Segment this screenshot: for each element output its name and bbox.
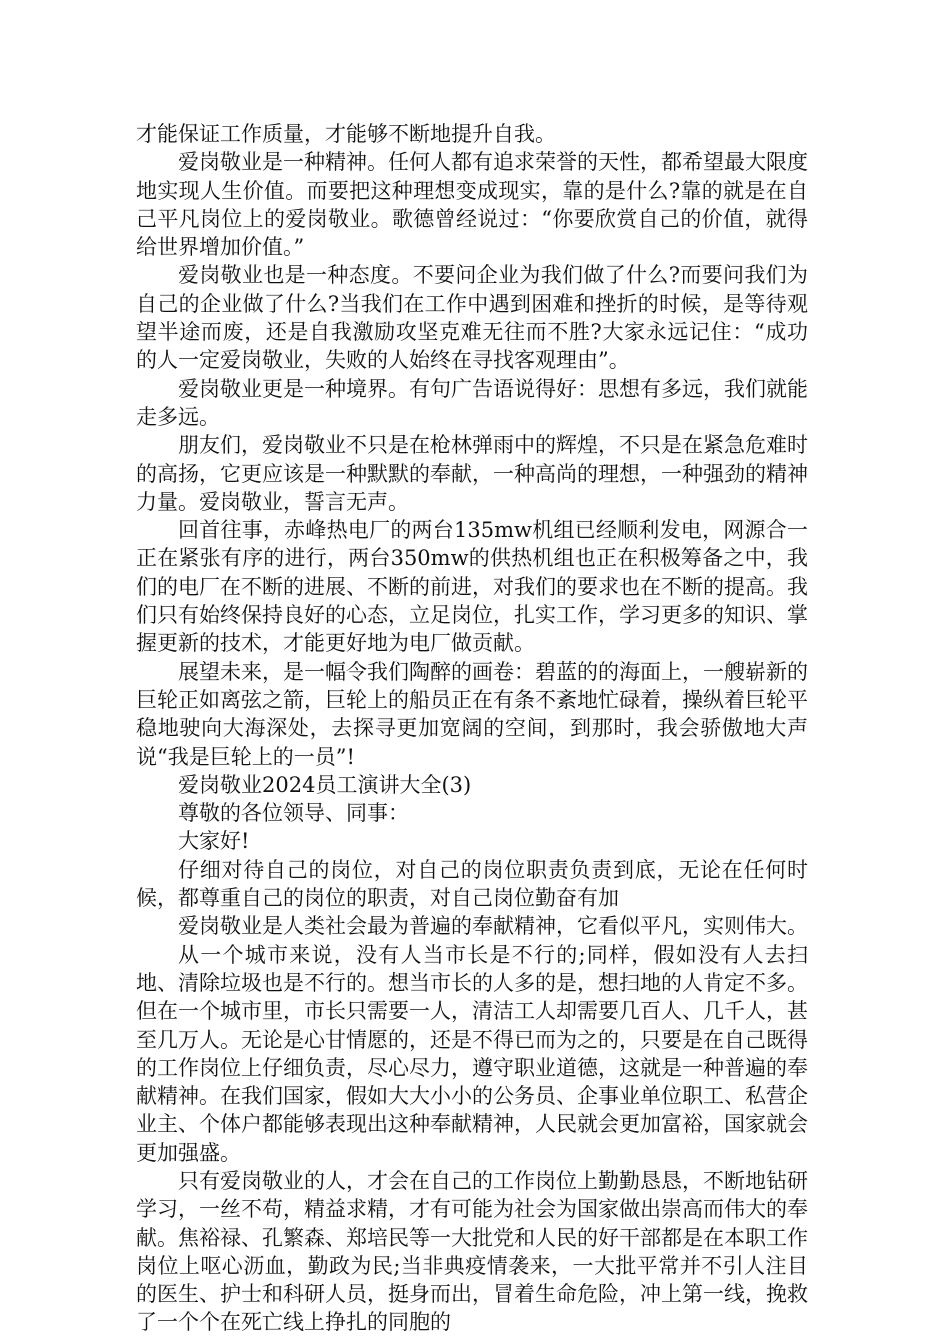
paragraph-spirit: 爱岗敬业是一种精神。任何人都有追求荣誉的天性，都希望最大限度地实现人生价值。而要把这种理想变成现实，靠的是什么?靠的就是在自己平凡岗位上的爱岗敬业。歌德曾经说过：“你要欣赏自己的价值，就得给世界增加价值。” [136,150,808,260]
paragraph-attitude: 爱岗敬业也是一种态度。不要问企业为我们做了什么?而要问我们为自己的企业做了什么?当我们在工作中遇到困难和挫折的时候，是等待观望半途而废，还是自我激励攻坚克难无往而不胜?大家永远记住：“成功的人一定爱岗敬业，失败的人始终在寻找客观理由”。 [136,263,808,373]
paragraph-friends: 朋友们，爱岗敬业不只是在枪林弹雨中的辉煌，不只是在紧急危难时的高扬，它更应该是一种默默的奉献，一种高尚的理想，一种强劲的精神力量。爱岗敬业，誓言无声。 [136,433,808,514]
salutation: 尊敬的各位领导、同事： [178,801,409,826]
paragraph-continued: 才能保证工作质量，才能够不断地提升自我。 [136,122,556,146]
speech-title: 爱岗敬业2024员工演讲大全(3) [178,772,472,797]
paragraph-duty: 仔细对待自己的岗位，对自己的岗位职责负责到底，无论在任何时候，都尊重自己的岗位的职责，对自己岗位勤奋有加 [136,857,808,911]
greeting: 大家好! [178,829,250,854]
paragraph-examples: 只有爱岗敬业的人，才会在自己的工作岗位上勤勤恳恳，不断地钻研学习，一丝不苟，精益求精，才有可能为社会为国家做出崇高而伟大的奉献。焦裕禄、孔繁森、郑培民等一大批党和人民的好干部都是在本职工作岗位上呕心沥血，勤政为民;当非典疫情袭来，一大批平常并不引人注目的医生、护士和科研人员，挺身而出，冒着生命危险，冲上第一线，挽救了一个个在死亡线上挣扎的同胞的 [136,1168,808,1335]
paragraph-realm: 爱岗敬业更是一种境界。有句广告语说得好：思想有多远，我们就能走多远。 [136,376,808,429]
document-body [136,120,808,1337]
paragraph-future: 展望未来，是一幅令我们陶醉的画卷：碧蓝的的海面上，一艘崭新的巨轮正如离弦之箭，巨轮上的船员正在有条不紊地忙碌着，操纵着巨轮平稳地驶向大海深处，去探寻更加宽阔的空间，到那时，我会骄傲地大声说“我是巨轮上的一员”! [136,659,808,769]
paragraph-dedication: 爱岗敬业是人类社会最为普遍的奉献精神，它看似平凡，实则伟大。 [178,914,808,939]
paragraph-city: 从一个城市来说，没有人当市长是不行的;同样，假如没有人去扫地、清除垃圾也是不行的。想当市长的人多的是，想扫地的人肯定不多。但在一个城市里，市长只需要一人，清洁工人却需要几百人、几千人，甚至几万人。无论是心甘情愿的，还是不得已而为之的，只要是在自己既得的工作岗位上仔细负责，尽心尽力，遵守职业道德，这就是一种普遍的奉献精神。在我们国家，假如大大小小的公务员、企事业单位职工、私营企业主、个体户都能够表现出这种奉献精神，人民就会更加富裕，国家就会更加强盛。 [136,942,808,1165]
paragraph-review: 回首往事，赤峰热电厂的两台135mw机组已经顺利发电，网源合一正在紧张有序的进行，两台350mw的供热机组也正在积极筹备之中，我们的电厂在不断的进展、不断的前进，对我们的要求也在不断的提高。我们只有始终保持良好的心态，立足岗位，扎实工作，学习更多的知识、掌握更新的技术，才能更好地为电厂做贡献。 [136,518,808,656]
